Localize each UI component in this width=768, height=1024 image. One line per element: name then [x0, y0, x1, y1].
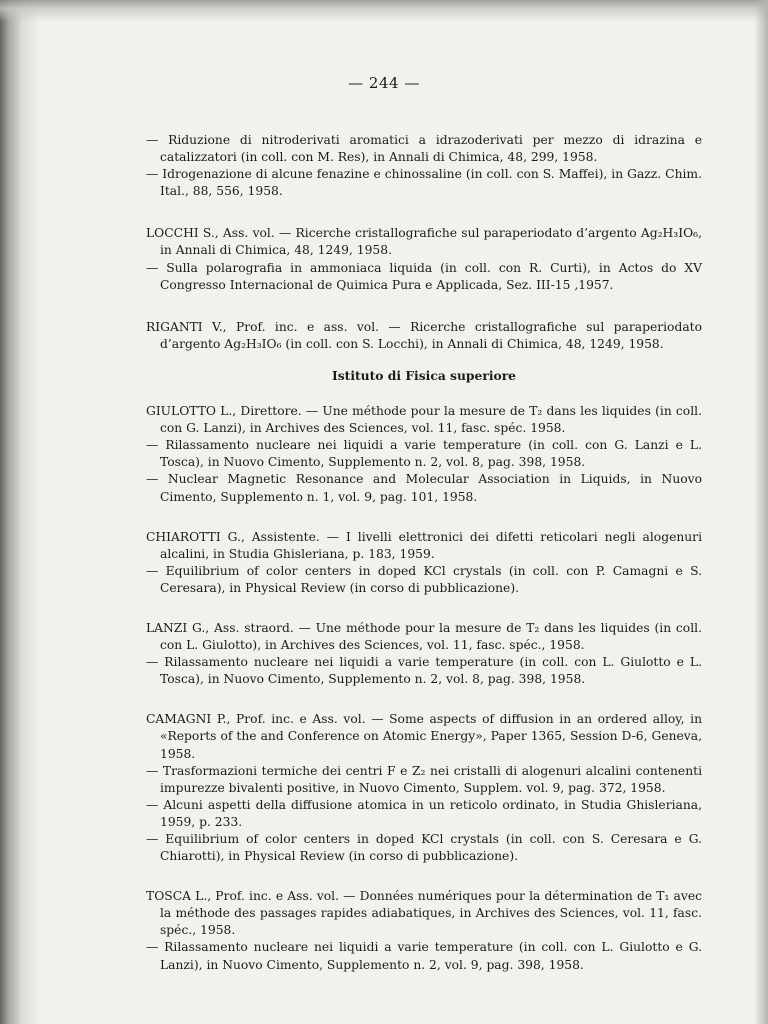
publication-entry: — Rilassamento nucleare nei liquidi a varie temperature (in coll. con G. Lanzi e L. Tosca), in Nuovo Cimento, Supplemento n. 2, vol. 8, pag. 398, 1958.	[146, 438, 702, 470]
publication-entry: — Idrogenazione di alcune fenazine e chinossaline (in coll. con S. Maffei), in Gazz. Chim. Ital., 88, 556, 1958.	[146, 167, 702, 199]
publication-entry: — Equilibrium of color centers in doped KCl crystals (in coll. con P. Camagni e S. Ceresara), in Physical Review (in corso di pubblicazione).	[146, 563, 702, 595]
publication-entry: — Sulla polarografia in ammoniaca liquida (in coll. con R. Curti), in Actos do XV Congresso Internacional de Quimica Pura e Applicada, Sez. III-15 ,1957.	[146, 260, 702, 292]
scan-top-edge	[0, 0, 768, 22]
author-entry-chiarotti: CHIAROTTI G., Assistente. — I livelli elettronici dei difetti reticolari negli alogenuri alcalini, in Studia Ghisleriana, p. 183, 1959.	[146, 529, 702, 561]
author-entry-locchi: LOCCHI S., Ass. vol. — Ricerche cristallografiche sul paraperiodato d’argento Ag₂H₃IO₆, in Annali di Chimica, 48, 1249, 1958.	[146, 226, 702, 258]
author-entry-riganti: RIGANTI V., Prof. inc. e ass. vol. — Ricerche cristallografiche sul paraperiodato d’argento Ag₂H₃IO₆ (in coll. con S. Locchi), in Annali di Chimica, 48, 1249, 1958.	[146, 319, 702, 351]
section-heading: Istituto di Fisica superiore	[331, 367, 517, 383]
publication-entry: — Equilibrium of color centers in doped KCl crystals (in coll. con S. Ceresara e G. Chiarotti), in Physical Review (in corso di pubblicazione).	[146, 832, 702, 864]
author-entry-tosca: TOSCA L., Prof. inc. e Ass. vol. — Données numériques pour la détermination de T₁ avec la méthode des passages rapides adiabatiques, in Archives des Sciences, vol. 11, fasc. spéc., 1958.	[146, 889, 702, 938]
publication-entry: — Rilassamento nucleare nei liquidi a varie temperature (in coll. con L. Giulotto e L. Tosca), in Nuovo Cimento, Supplemento n. 2, vol. 8, pag. 398, 1958.	[146, 655, 702, 687]
page-number: — 244 —	[348, 74, 420, 92]
author-entry-camagni: CAMAGNI P., Prof. inc. e Ass. vol. — Some aspects of diffusion in an ordered alloy, in «Reports of the and Conference on Atomic Energy», Paper 1365, Session D-6, Geneva, 1958.	[146, 712, 702, 761]
publication-entry: — Trasformazioni termiche dei centri F e Z₂ nei cristalli di alogenuri alcalini contenenti impurezze bivalenti positive, in Nuovo Cimento, Supplem. vol. 9, pag. 372, 1958.	[146, 763, 702, 795]
scan-left-edge	[0, 0, 40, 1024]
publication-entry: — Riduzione di nitroderivati aromatici a idrazoderivati per mezzo di idrazina e catalizzatori (in coll. con M. Res), in Annali di Chimica, 48, 299, 1958.	[146, 133, 702, 165]
publication-entry: — Nuclear Magnetic Resonance and Molecular Association in Liquids, in Nuovo Cimento, Supplemento n. 1, vol. 9, pag. 101, 1958.	[146, 472, 702, 504]
publication-entry: — Alcuni aspetti della diffusione atomica in un reticolo ordinato, in Studia Ghisleriana, 1959, p. 233.	[146, 797, 702, 829]
scan-right-edge	[754, 0, 768, 1024]
author-entry-giulotto: GIULOTTO L., Direttore. — Une méthode pour la mesure de T₂ dans les liquides (in coll. con G. Lanzi), in Archives des Sciences, vol. 11, fasc. spéc. 1958.	[146, 404, 702, 436]
publication-entry: — Rilassamento nucleare nei liquidi a varie temperature (in coll. con L. Giulotto e G. Lanzi), in Nuovo Cimento, Supplemento n. 2, vol. 9, pag. 398, 1958.	[146, 940, 702, 972]
page-content	[146, 132, 702, 974]
author-entry-lanzi: LANZI G., Ass. straord. — Une méthode pour la mesure de T₂ dans les liquides (in coll. con L. Giulotto), in Archives des Sciences, vol. 11, fasc. spéc., 1958.	[146, 620, 702, 653]
